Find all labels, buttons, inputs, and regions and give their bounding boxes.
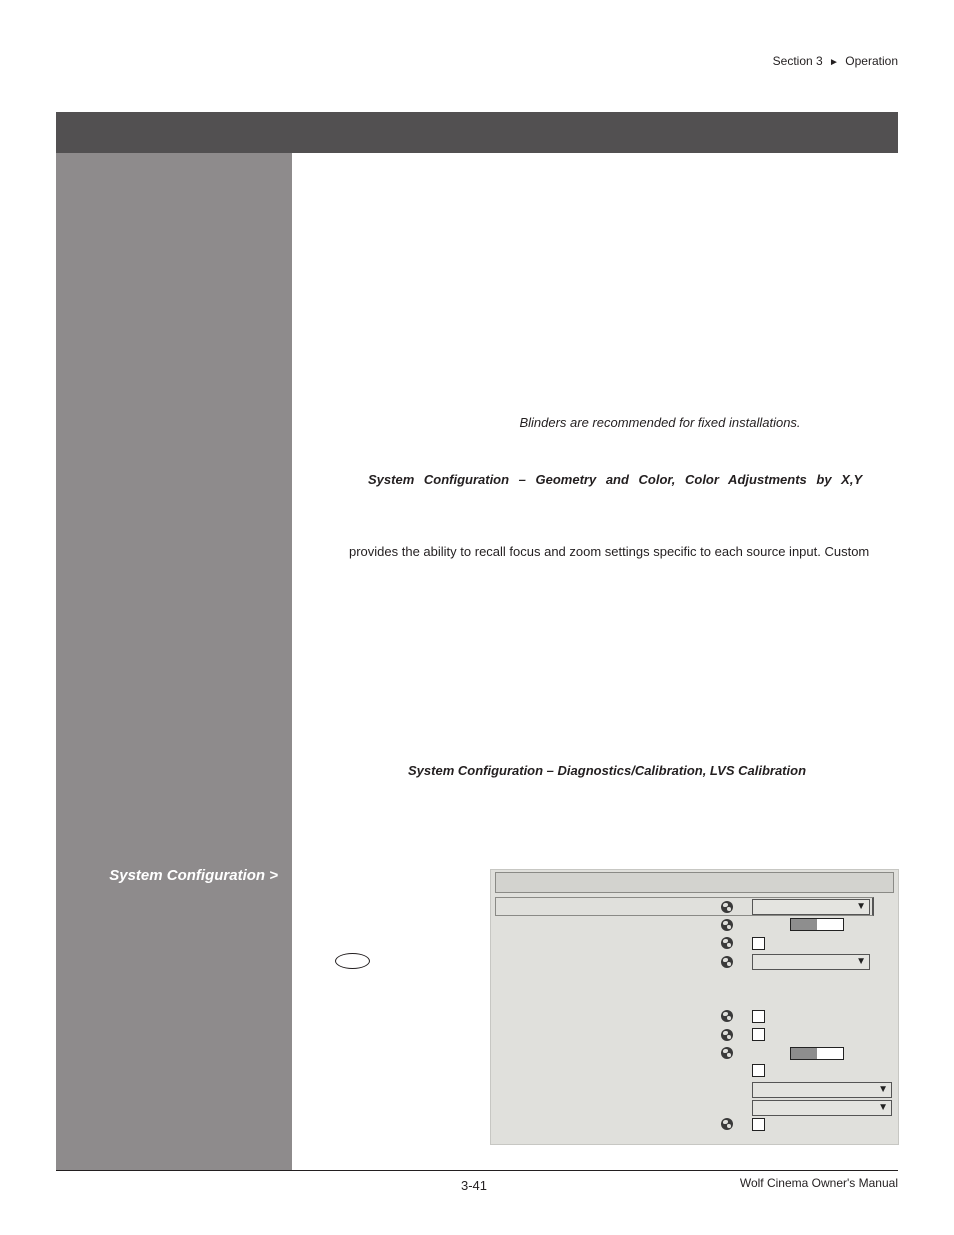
keypad-button-icon — [335, 953, 370, 969]
slider-1-fill — [791, 919, 817, 930]
xref-geometry-color: System Configuration – Geometry and Color, Color Adjustments by X,Y — [368, 472, 863, 487]
globe-icon — [721, 937, 733, 949]
sidebar — [56, 153, 292, 1170]
lens-memory-text: provides the ability to recall focus and zoom settings specific to each source input. Custom — [349, 544, 870, 559]
checkbox-1[interactable] — [752, 937, 765, 950]
blinders-note: Blinders are recommended for fixed installations. — [519, 415, 801, 430]
dropdown-1[interactable] — [752, 899, 870, 915]
triangle-down-icon: ▼ — [878, 1102, 888, 1113]
chapter-label: Operation — [845, 54, 898, 68]
page-number: 3-41 — [461, 1178, 488, 1193]
triangle-down-icon: ▼ — [878, 1084, 888, 1095]
footer-rule — [56, 1170, 898, 1171]
dropdown-2[interactable] — [752, 954, 870, 970]
triangle-down-icon: ▼ — [856, 956, 866, 967]
section-label: Section 3 — [772, 54, 823, 68]
xref-lvs-calibration: System Configuration – Diagnostics/Calibration, LVS Calibration — [408, 763, 807, 778]
section-arrow-icon: ► — [829, 57, 839, 68]
globe-icon — [721, 1010, 733, 1022]
globe-icon — [721, 901, 733, 913]
globe-icon — [721, 919, 733, 931]
checkbox-2[interactable] — [752, 1010, 765, 1023]
dropdown-4[interactable] — [752, 1100, 892, 1116]
title-bar — [56, 112, 898, 153]
settings-dialog — [490, 869, 899, 1145]
manual-title: Wolf Cinema Owner's Manual — [739, 1176, 898, 1190]
section-header — [773, 54, 898, 68]
dropdown-3[interactable] — [752, 1082, 892, 1098]
globe-icon — [721, 1029, 733, 1041]
checkbox-4[interactable] — [752, 1064, 765, 1077]
slider-1[interactable] — [790, 918, 844, 931]
globe-icon — [721, 956, 733, 968]
checkbox-3[interactable] — [752, 1028, 765, 1041]
globe-icon — [721, 1118, 733, 1130]
checkbox-5[interactable] — [752, 1118, 765, 1131]
dialog-title-bar — [495, 872, 894, 893]
triangle-down-icon: ▼ — [856, 901, 866, 912]
sidebar-heading: System Configuration > — [109, 867, 278, 884]
slider-2-fill — [791, 1048, 817, 1059]
globe-icon — [721, 1047, 733, 1059]
slider-2[interactable] — [790, 1047, 844, 1060]
